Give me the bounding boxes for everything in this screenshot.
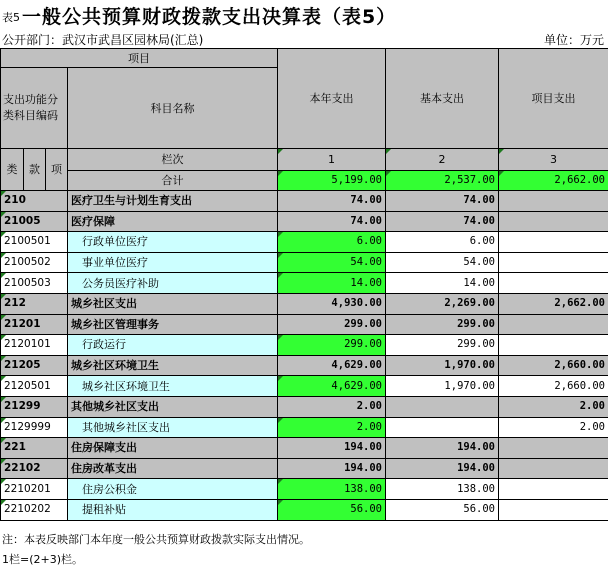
row-code: 2210201 xyxy=(1,479,68,500)
header-lei: 类 xyxy=(1,149,24,191)
header-row-class xyxy=(1,149,608,171)
sum-row xyxy=(1,171,608,191)
row-code: 2100501 xyxy=(1,232,68,253)
row-total: 194.00 xyxy=(278,458,386,479)
row-total: 2.00 xyxy=(278,417,386,438)
row-name: 住房改革支出 xyxy=(68,458,278,479)
row-total: 6.00 xyxy=(278,232,386,253)
row-basic: 74.00 xyxy=(386,211,499,232)
row-project xyxy=(499,273,608,294)
row-project xyxy=(499,314,608,335)
row-project xyxy=(499,232,608,253)
table-row xyxy=(1,458,608,479)
row-total: 299.00 xyxy=(278,314,386,335)
table-row xyxy=(1,376,608,397)
row-basic: 138.00 xyxy=(386,479,499,500)
header-kuan: 款 xyxy=(24,149,46,191)
table-row xyxy=(1,211,608,232)
header-item: 项目 xyxy=(1,49,278,68)
title-row xyxy=(0,0,608,30)
row-basic: 1,970.00 xyxy=(386,376,499,397)
row-name: 事业单位医疗 xyxy=(68,252,278,273)
row-code: 21201 xyxy=(1,314,68,335)
table-row xyxy=(1,314,608,335)
row-project xyxy=(499,458,608,479)
row-code: 2129999 xyxy=(1,417,68,438)
sum-basic: 2,537.00 xyxy=(386,171,499,191)
row-name: 公务员医疗补助 xyxy=(68,273,278,294)
header-total: 本年支出 xyxy=(278,49,386,149)
row-code: 21005 xyxy=(1,211,68,232)
row-name: 行政单位医疗 xyxy=(68,232,278,253)
row-code: 21205 xyxy=(1,355,68,376)
header-basic: 基本支出 xyxy=(386,49,499,149)
header-col3: 3 xyxy=(499,149,608,171)
row-project xyxy=(499,335,608,356)
row-code: 2100503 xyxy=(1,273,68,294)
row-project xyxy=(499,438,608,459)
header-xiang: 项 xyxy=(46,149,68,191)
row-name: 医疗保障 xyxy=(68,211,278,232)
page-title: 一般公共预算财政拨款支出决算表（表5） xyxy=(22,6,397,28)
row-name: 住房保障支出 xyxy=(68,438,278,459)
row-name: 提租补贴 xyxy=(68,499,278,520)
sum-total: 5,199.00 xyxy=(278,171,386,191)
row-project: 2.00 xyxy=(499,396,608,417)
table-number: 表5 xyxy=(2,11,20,24)
table-row xyxy=(1,335,608,356)
row-name: 医疗卫生与计划生育支出 xyxy=(68,191,278,212)
sum-project: 2,662.00 xyxy=(499,171,608,191)
info-row xyxy=(0,31,608,47)
row-basic: 54.00 xyxy=(386,252,499,273)
row-code: 210 xyxy=(1,191,68,212)
row-total: 54.00 xyxy=(278,252,386,273)
row-code: 212 xyxy=(1,293,68,314)
row-project xyxy=(499,191,608,212)
footer-note: 注：本表反映部门本年度一般公共预算财政拨款实际支出情况。 xyxy=(2,533,310,546)
row-project: 2.00 xyxy=(499,417,608,438)
footer-formula: 1栏=(2+3)栏。 xyxy=(2,553,84,566)
row-basic: 299.00 xyxy=(386,314,499,335)
row-project: 2,662.00 xyxy=(499,293,608,314)
table-row xyxy=(1,232,608,253)
table-row xyxy=(1,355,608,376)
row-name: 其他城乡社区支出 xyxy=(68,417,278,438)
row-total: 56.00 xyxy=(278,499,386,520)
row-code: 221 xyxy=(1,438,68,459)
row-project: 2,660.00 xyxy=(499,376,608,397)
row-basic: 1,970.00 xyxy=(386,355,499,376)
department-label: 公开部门：武汉市武昌区园林局(汇总) xyxy=(2,33,204,47)
table-row xyxy=(1,499,608,520)
row-total: 74.00 xyxy=(278,191,386,212)
table-row xyxy=(1,191,608,212)
row-basic: 14.00 xyxy=(386,273,499,294)
row-code: 2120101 xyxy=(1,335,68,356)
header-col1: 1 xyxy=(278,149,386,171)
row-code: 2210202 xyxy=(1,499,68,520)
row-code: 2120501 xyxy=(1,376,68,397)
row-basic: 299.00 xyxy=(386,335,499,356)
header-row-label: 栏次 xyxy=(68,149,278,171)
row-name: 城乡社区支出 xyxy=(68,293,278,314)
row-project xyxy=(499,252,608,273)
sum-label: 合计 xyxy=(68,171,278,191)
row-basic: 56.00 xyxy=(386,499,499,520)
row-total: 14.00 xyxy=(278,273,386,294)
row-total: 138.00 xyxy=(278,479,386,500)
row-basic: 74.00 xyxy=(386,191,499,212)
row-basic: 6.00 xyxy=(386,232,499,253)
unit-label: 单位：万元 xyxy=(543,33,604,47)
header-project: 项目支出 xyxy=(499,49,608,149)
row-code: 21299 xyxy=(1,396,68,417)
row-project xyxy=(499,499,608,520)
table-row xyxy=(1,479,608,500)
row-basic: 194.00 xyxy=(386,438,499,459)
row-total: 4,629.00 xyxy=(278,376,386,397)
row-project xyxy=(499,211,608,232)
row-total: 2.00 xyxy=(278,396,386,417)
row-name: 城乡社区环境卫生 xyxy=(68,355,278,376)
row-name: 行政运行 xyxy=(68,335,278,356)
row-code: 2100502 xyxy=(1,252,68,273)
header-row-item xyxy=(1,49,608,68)
table-row xyxy=(1,396,608,417)
row-basic xyxy=(386,417,499,438)
row-total: 299.00 xyxy=(278,335,386,356)
row-total: 74.00 xyxy=(278,211,386,232)
header-code-label: 支出功能分类科目编码 xyxy=(1,68,68,149)
row-name: 城乡社区环境卫生 xyxy=(68,376,278,397)
row-total: 4,629.00 xyxy=(278,355,386,376)
row-total: 4,930.00 xyxy=(278,293,386,314)
expenditure-table xyxy=(0,48,608,521)
row-name: 城乡社区管理事务 xyxy=(68,314,278,335)
row-code: 22102 xyxy=(1,458,68,479)
row-basic: 194.00 xyxy=(386,458,499,479)
table-row xyxy=(1,438,608,459)
header-col2: 2 xyxy=(386,149,499,171)
row-name: 其他城乡社区支出 xyxy=(68,396,278,417)
row-total: 194.00 xyxy=(278,438,386,459)
row-name: 住房公积金 xyxy=(68,479,278,500)
table-row xyxy=(1,417,608,438)
table-row xyxy=(1,293,608,314)
row-project xyxy=(499,479,608,500)
row-project: 2,660.00 xyxy=(499,355,608,376)
header-name-label: 科目名称 xyxy=(68,68,278,149)
table-row xyxy=(1,252,608,273)
table-row xyxy=(1,273,608,294)
row-basic xyxy=(386,396,499,417)
row-basic: 2,269.00 xyxy=(386,293,499,314)
